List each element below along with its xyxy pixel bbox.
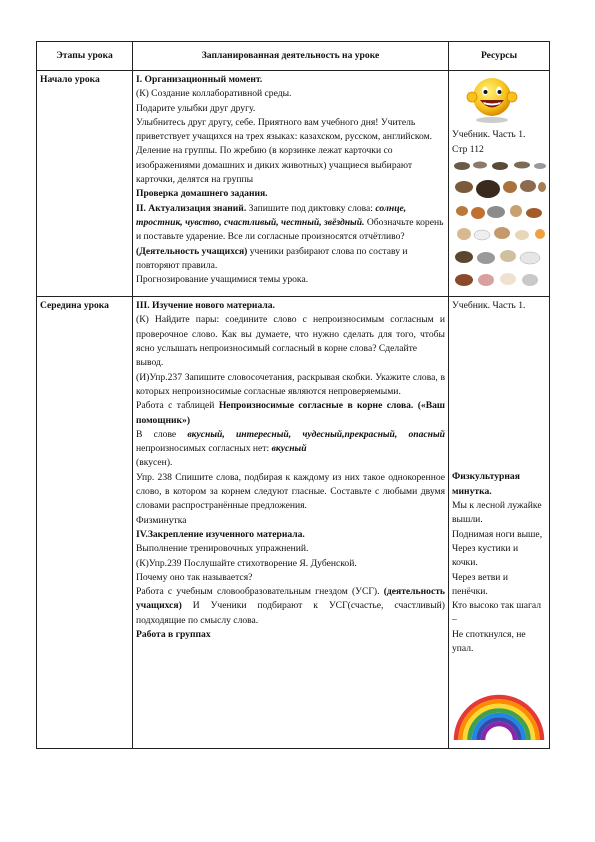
poem-line-2: Поднимая ноги выше, (452, 528, 543, 540)
fizminutka: Физминутка (136, 514, 187, 526)
poem-line-6: Не споткнулся, не упал. (452, 628, 526, 655)
vkusen: (вкусен). (136, 457, 173, 469)
table-work: Работа с таблицей Непроизносимые согласные в корне слова. («Ваш помощник») (136, 400, 446, 426)
header-resources: Ресурсы (449, 42, 550, 71)
textbook-part1-b: Учебник. Часть 1. (452, 300, 526, 312)
poem-line-4: Через ветви и пенёчки. (452, 571, 508, 597)
activity-middle (133, 297, 449, 748)
conclusion: вывод. (136, 357, 164, 369)
fiz-title: Физкультурная минутка. (452, 471, 520, 497)
group-work: Работа в группах (136, 629, 211, 641)
exercise-237: (И)Упр.237 Запишите словосочетания, раскрывая скобки. Укажите слова, в которых непроизносимые согласные являются непроверяемыми. (136, 371, 445, 397)
header-row (37, 42, 550, 71)
lesson-plan-table (36, 41, 550, 749)
animals-collage (452, 157, 546, 294)
stage-middle: Середина урока (37, 297, 133, 748)
header-stages: Этапы урока (37, 42, 133, 71)
words-note: В слове вкусный, интересный, чудесный,прекрасный, опасный непроизносимых согласных нет: вкусный (136, 428, 445, 455)
smiley-icon (452, 73, 546, 128)
poem-line-5: Кто высоко так шагал – (452, 600, 542, 626)
training: Выполнение тренировочных упражнений. (136, 543, 309, 555)
new-material-title: III. Изучение нового материала. (136, 300, 275, 312)
row-middle (37, 297, 550, 748)
exercise-238: Упр. 238 Спишите слова, подбирая к каждому из них такое однокоренное слово, в котором за корнем следуют гласные. Составьте с любыми двумя словами распространённые предложения. (136, 471, 445, 512)
row-start (37, 71, 550, 297)
textbook-part1: Учебник. Часть 1. (452, 129, 526, 141)
pairs-task: (К) Найдите пары: соедините слово с непроизносимым согласным и проверочное слово. Как вы думаете, что нужно сделать для того, чтобы ясно услышать непроизносимый согласный в корне слова? Сделайте (136, 314, 445, 355)
page-112: Стр 112 (452, 143, 484, 155)
poem-line-3: Через кустики и кочки. (452, 542, 519, 569)
poem-line-1: Мы к лесной лужайке вышли. (452, 500, 542, 526)
org-moment: I. Организационный момент. (136, 74, 263, 85)
consolidation-title: IV.Закрепление изученного материала. (136, 528, 305, 540)
forecast: Прогнозирование учащимися темы урока. (136, 274, 309, 286)
group-division: Деление на группы. По жребию (в корзинке лежат карточки со изображениями домашних и диких животных) учащиеся выбирают карточки, делятся на группы (136, 145, 413, 186)
exercise-239: (К)Упр.239 Послушайте стихотворение Я. Дубенской. (136, 557, 357, 569)
stage-start: Начало урока (37, 71, 133, 297)
resources-middle (449, 297, 550, 748)
collab-env: (К) Создание коллаборативной среды. (136, 88, 292, 100)
homework-check: Проверка домашнего задания. (136, 188, 268, 200)
greeting: Улыбнитесь друг другу, себе. Приятного вам учебного дня! Учитель приветствует учащихся на трех языках: казахском, русском, английском. (136, 116, 433, 143)
resources-start (449, 71, 550, 297)
rainbow-icon (452, 690, 546, 745)
actualization: II. Актуализация знаний. Запишите под диктовку слова: солнце, тростник, чувство, счастливый, честный, звёздный. Обозначьте корень и поставьте ударение. Все ли согласные произносятся отчётливо? (Деятельность учащихся) ученики разбирают слова по составу и повторяют правила. (136, 202, 444, 271)
usg-work: Работа с учебным словообразовательным гнездом (УСГ). (деятельность учащихся) И Ученики подбирают к УСГ(счастье, счастливый) подходящие по смыслу слова. (136, 586, 445, 626)
why-question: Почему оно так называется? (136, 571, 253, 583)
smiles: Подарите улыбки друг другу. (136, 102, 256, 114)
header-activity: Запланированная деятельность на уроке (133, 42, 449, 71)
activity-start (133, 71, 449, 297)
